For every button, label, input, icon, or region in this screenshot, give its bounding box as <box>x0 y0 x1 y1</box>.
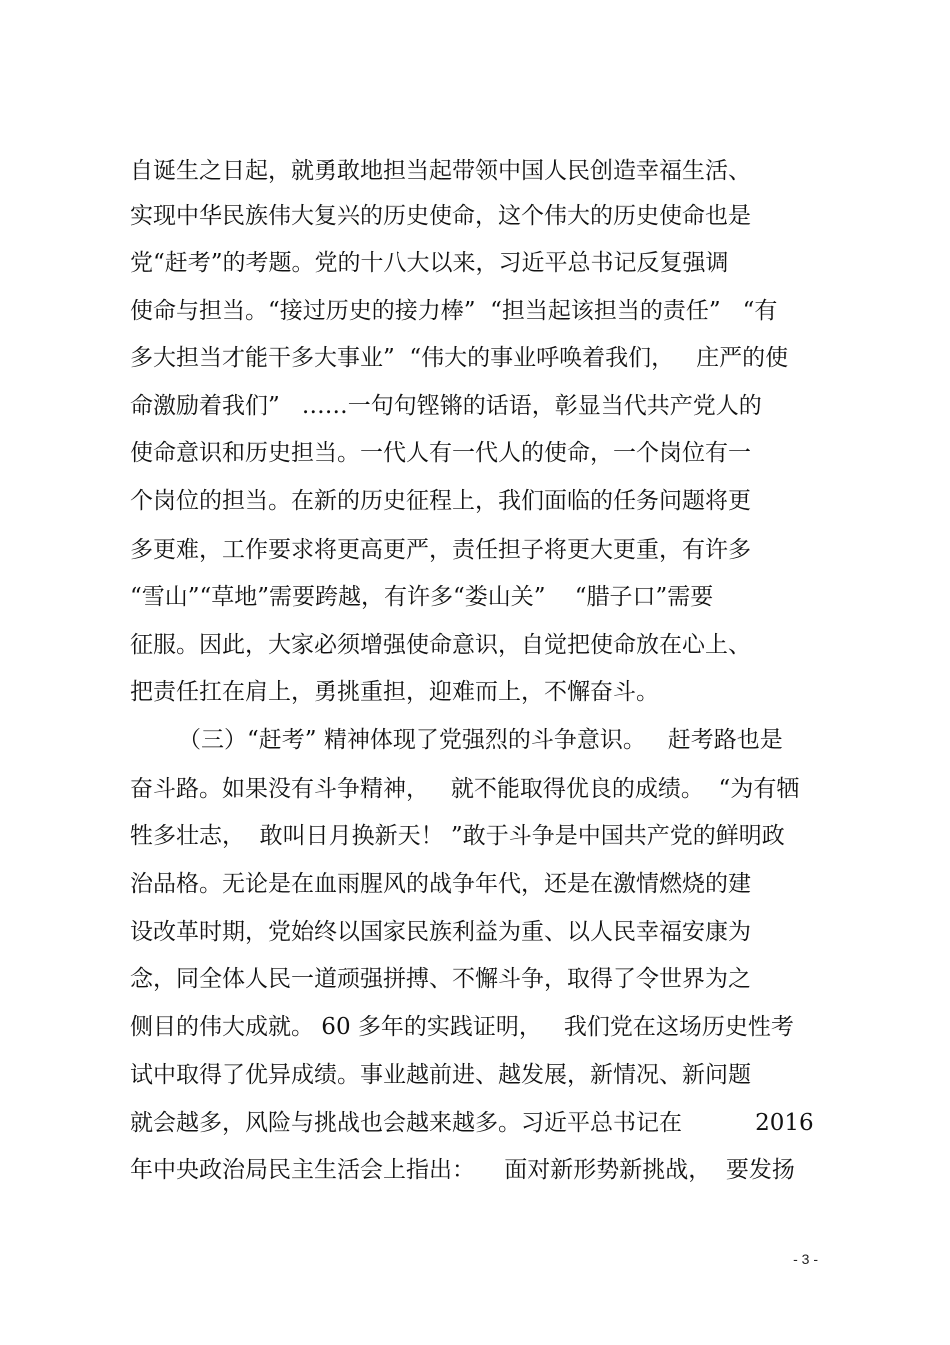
body-text-line-12: 把责任扛在肩上，勇挑重担，迎难而上，不懈奋斗。 <box>130 679 659 705</box>
section-three-heading-line: （三）“赶考” 精神体现了党强烈的斗争意识。 赶考路也是 <box>178 727 783 753</box>
page-number: - 3 - <box>793 1251 818 1267</box>
body-text-line-16: 治品格。无论是在血雨腥风的战争年代，还是在激情燃烧的建 <box>130 871 751 897</box>
body-text-line-19: 侧目的伟大成就。 60 多年的实践证明， 我们党在这场历史性考 <box>130 1014 794 1040</box>
body-text-line-20: 试中取得了优异成绩。事业越前进、越发展，新情况、新问题 <box>130 1062 751 1088</box>
body-text-line-7: 使命意识和历史担当。一代人有一代人的使命，一个岗位有一 <box>130 440 751 466</box>
body-text-line-10: “雪山”“草地”需要跨越，有许多“娄山关” “腊子口”需要 <box>130 584 714 610</box>
body-text-line-8: 个岗位的担当。在新的历史征程上，我们面临的任务问题将更 <box>130 488 751 514</box>
body-text-line-11: 征服。因此，大家必须增强使命意识，自觉把使命放在心上、 <box>130 632 751 658</box>
body-text-line-18: 念，同全体人民一道顽强拼搏、不懈斗争，取得了令世界为之 <box>130 966 751 992</box>
body-text-line-2: 实现中华民族伟大复兴的历史使命，这个伟大的历史使命也是 <box>130 203 751 229</box>
body-text-line-15: 牲多壮志， 敢叫日月换新天！ ”敢于斗争是中国共产党的鲜明政 <box>130 823 785 849</box>
body-text-line-21: 就会越多，风险与挑战也会越来越多。习近平总书记在 2016 <box>130 1110 814 1136</box>
body-text-line-9: 多更难，工作要求将更高更严，责任担子将更大更重，有许多 <box>130 537 751 563</box>
body-text-line-17: 设改革时期，党始终以国家民族利益为重、以人民幸福安康为 <box>130 919 751 945</box>
body-text-line-4: 使命与担当。“接过历史的接力棒” “担当起该担当的责任” “有 <box>130 298 778 324</box>
body-text-line-1: 自诞生之日起，就勇敢地担当起带领中国人民创造幸福生活、 <box>130 158 751 184</box>
body-text-line-14: 奋斗路。如果没有斗争精神， 就不能取得优良的成绩。 “为有牺 <box>130 776 800 802</box>
body-text-line-5: 多大担当才能干多大事业” “伟大的事业呼唤着我们， 庄严的使 <box>130 345 789 371</box>
body-text-line-3: 党“赶考”的考题。党的十八大以来，习近平总书记反复强调 <box>130 250 729 276</box>
body-text-line-22: 年中央政治局民主生活会上指出： 面对新形势新挑战， 要发扬 <box>130 1157 795 1183</box>
body-text-line-6: 命激励着我们” ……一句句铿锵的话语，彰显当代共产党人的 <box>130 393 762 419</box>
